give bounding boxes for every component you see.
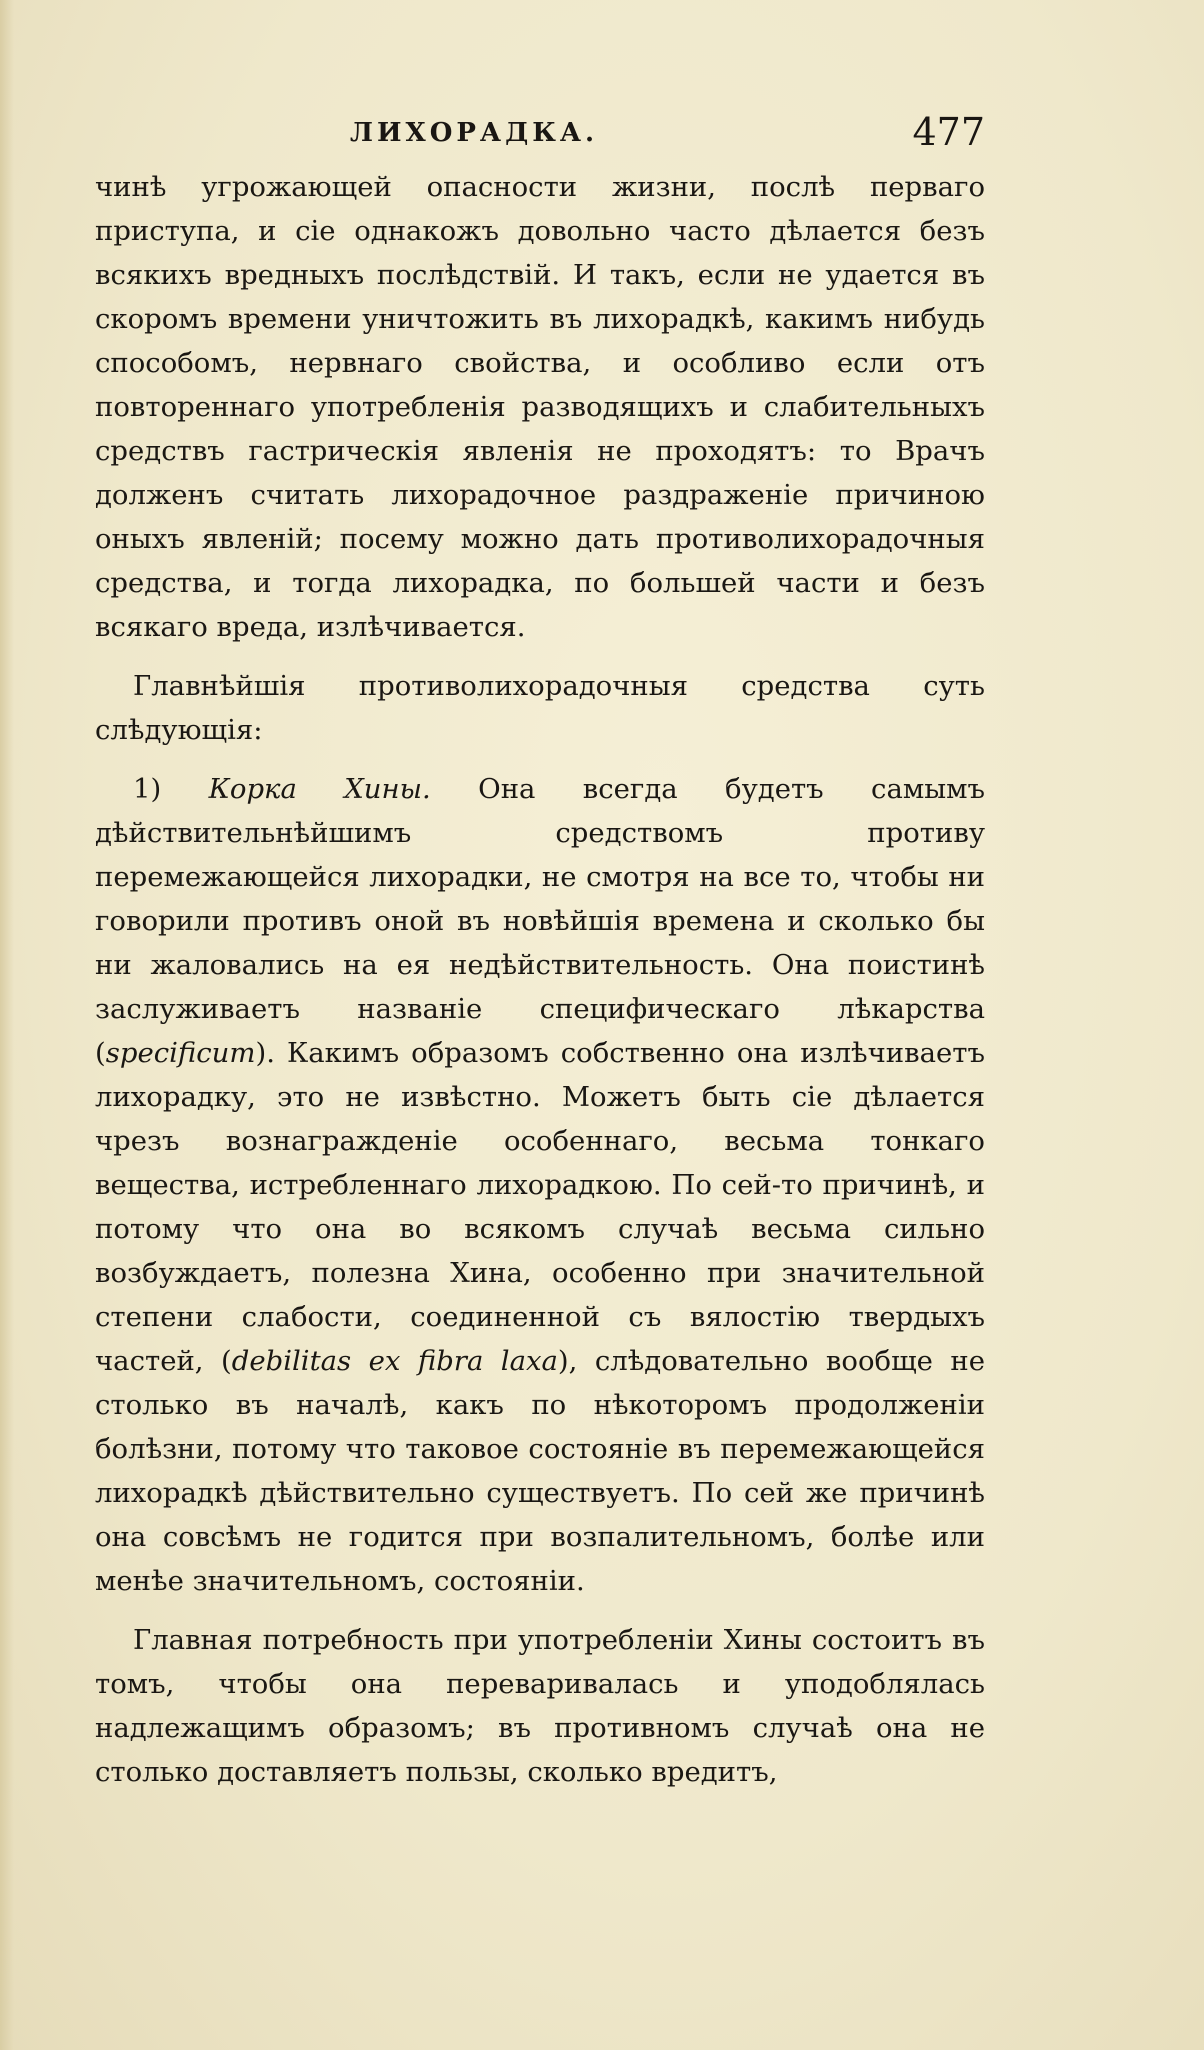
paragraph-3 [95,767,985,1603]
paragraph-1: чинѣ угрожающей опасности жизни, послѣ перваго приступа, и сіе однакожъ довольно часто дѣлается безъ всякихъ вредныхъ послѣдствій. И такъ, если не удается въ скоромъ времени уничтожить въ лихорадкѣ, какимъ нибудь способомъ, нервнаго свойства, и особливо если отъ повтореннаго употребленія разводящихъ и слабительныхъ средствъ гастрическія явленія не проходятъ: то Врачъ долженъ считать лихорадочное раздраженіе причиною оныхъ явленій; посему можно дать противолихорадочныя средства, и тогда лихорадка, по большей части и безъ всякаго вреда, излѣчивается. [95,171,985,643]
paragraph-3-text-b: ). Какимъ образомъ собственно она излѣчиваетъ лихорадку, это не извѣстно. Можетъ быть сіе дѣлается чрезъ вознагражденіе особеннаго, весьма тонкаго вещества, истребленнаго лихорадкою. По сей-то причинѣ, и потому что она во всякомъ случаѣ весьма сильно возбуждаетъ, полезна Хина, особенно при значительной степени слабости, соединенной съ вялостію твердыхъ частей, ( [95,1037,985,1377]
list-number: 1) [133,773,162,805]
latin-term-specificum: specificum [105,1037,256,1069]
paragraph-4: Главная потребность при употребленіи Хины состоитъ въ томъ, чтобы она переваривалась и уподоблялась надлежащимъ образомъ; въ противномъ случаѣ она не столько доставляетъ пользы, сколько вредитъ, [95,1624,985,1788]
latin-term-debilitas: debilitas ex fibra laxa [231,1345,558,1377]
paragraph-3-text-a: Она всегда будетъ самымъ дѣйствительнѣйшимъ средствомъ противу перемежающейся лихорадки, не смотря на все то, чтобы ни говорили противъ оной въ новѣйшія времена и сколько бы ни жаловались на ея недѣйствительность. Она поистинѣ заслуживаетъ названіе специфическаго лѣкарства ( [95,773,986,1069]
running-head: ЛИХОРАДКА. [350,118,599,148]
page-edge-shadow [0,0,14,2050]
page-header [95,110,985,166]
section-title: Корка Хины. [208,773,431,805]
paragraph-3-text-c: ), слѣдовательно вообще не столько въ началѣ, какъ по нѣкоторомъ продолженіи болѣзни, потому что таковое состояніе въ перемежающейся лихорадкѣ дѣйствительно существуетъ. По сей же причинѣ она совсѣмъ не годится при возпалительномъ, болѣе или менѣе значительномъ, состояніи. [95,1345,985,1597]
body-text [95,165,985,1809]
page-number: 477 [912,110,985,154]
paragraph-2: Главнѣйшія противолихорадочныя средства суть слѣдующія: [95,670,985,746]
